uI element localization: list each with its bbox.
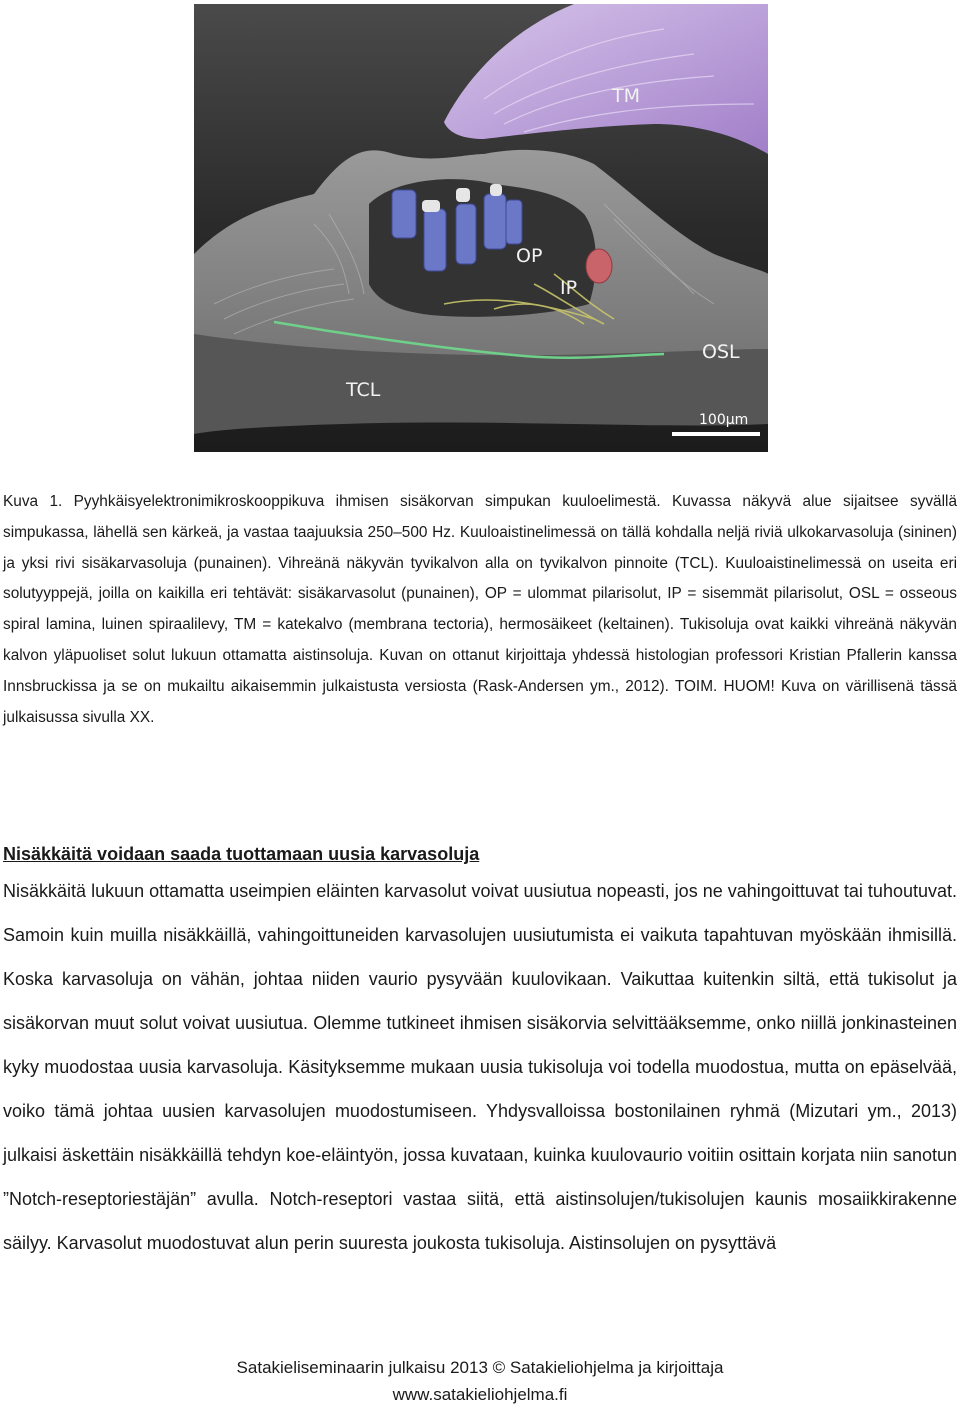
footer-publication-line: Satakieliseminaarin julkaisu 2013 © Satakieliohjelma ja kirjoittaja <box>236 1358 724 1377</box>
scale-bar <box>672 432 760 436</box>
label-op: OP <box>516 245 543 267</box>
label-ip: IP <box>560 277 578 299</box>
label-osl: OSL <box>702 341 740 363</box>
sem-micrograph <box>194 4 768 452</box>
figure-caption: Kuva 1. Pyyhkäisyelektronimikroskooppikuva ihmisen sisäkorvan simpukan kuuloelimestä. Kuvassa näkyvä alue sijaitsee syvällä simpukassa, lähellä sen kärkeä, ja vastaa taajuuksia 250–500 Hz. Kuuloaistinelimessä on tällä kohdalla neljä riviä ulkokarvasoluja (sininen) ja yksi rivi sisäkarvasoluja (punainen). Vihreänä näkyvän tyvikalvon alla on tyvikalvon pinnoite (TCL). Kuuloaistinelimessä on useita eri solutyyppejä, joilla on kaikilla eri tehtävät: sisäkarvasolut (punainen), OP = ulommat pilarisolut, IP = sisemmät pilarisolut, OSL = osseous spiral lamina, luinen spiraalilevy, TM = katekalvo (membrana tectoria), hermosäikeet (keltainen). Tukisoluja ovat kaikki vihreänä näkyvän kalvon yläpuoliset solut lukuun ottamatta aistinsoluja. Kuvan on ottanut kirjoittaja yhdessä histologian professori Kristian Pfallerin kanssa Innsbruckissa ja se on mukailtu aikaisemmin julkaistusta versiosta (Rask-Andersen ym., 2012). TOIM. HUOM! Kuva on värillisenä tässä julkaisussa sivulla XX. <box>3 493 957 726</box>
micrograph-drawing <box>194 4 768 452</box>
footer-website-link[interactable]: www.satakieliohjelma.fi <box>392 1385 568 1404</box>
label-tm: TM <box>612 85 640 107</box>
body-paragraph: Nisäkkäitä lukuun ottamatta useimpien eläinten karvasolut voivat uusiutua nopeasti, jos ne vahingoittuvat tai tuhoutuvat. Samoin kuin muilla nisäkkäillä, vahingoittuneiden karvasolujen uusiutumista ei vaikuta tapahtuvan myöskään ihmisillä. Koska karvasoluja on vähän, johtaa niiden vaurio pysyvään kuulovikaan. Vaikuttaa kuitenkin siltä, että tukisolut ja sisäkorvan muut solut voivat uusiutua. Olemme tutkineet ihmisen sisäkorvia selvittääksemme, onko niillä jonkinasteinen kyky muodostaa uusia karvasoluja. Käsityksemme mukaan uusia tukisoluja voi todella muodostua, mutta on epäselvää, voiko tämä johtaa uusien karvasolujen muodostumiseen. Yhdysvalloissa bostonilainen ryhmä (Mizutari ym., 2013) julkaisi äskettäin nisäkkäillä tehdyn koe-eläintyön, jossa kuvataan, kuinka kuulovaurio voitiin osittain korjata niin sanotun ”Notch-reseptoriestäjän” avulla. Notch-reseptori vastaa siitä, että aistinsolujen/tukisolujen kaunis mosaiikkirakenne säilyy. Karvasolut muodostuvat alun perin suuresta joukosta tukisoluja. Aistinsolujen on pysyttävä <box>3 881 957 1253</box>
page-footer <box>0 1354 960 1408</box>
inner-hair-cell <box>586 249 612 283</box>
scale-bar-label: 100µm <box>699 412 749 428</box>
section-heading: Nisäkkäitä voidaan saada tuottamaan uusia karvasoluja <box>3 844 480 864</box>
label-tcl: TCL <box>346 379 381 401</box>
